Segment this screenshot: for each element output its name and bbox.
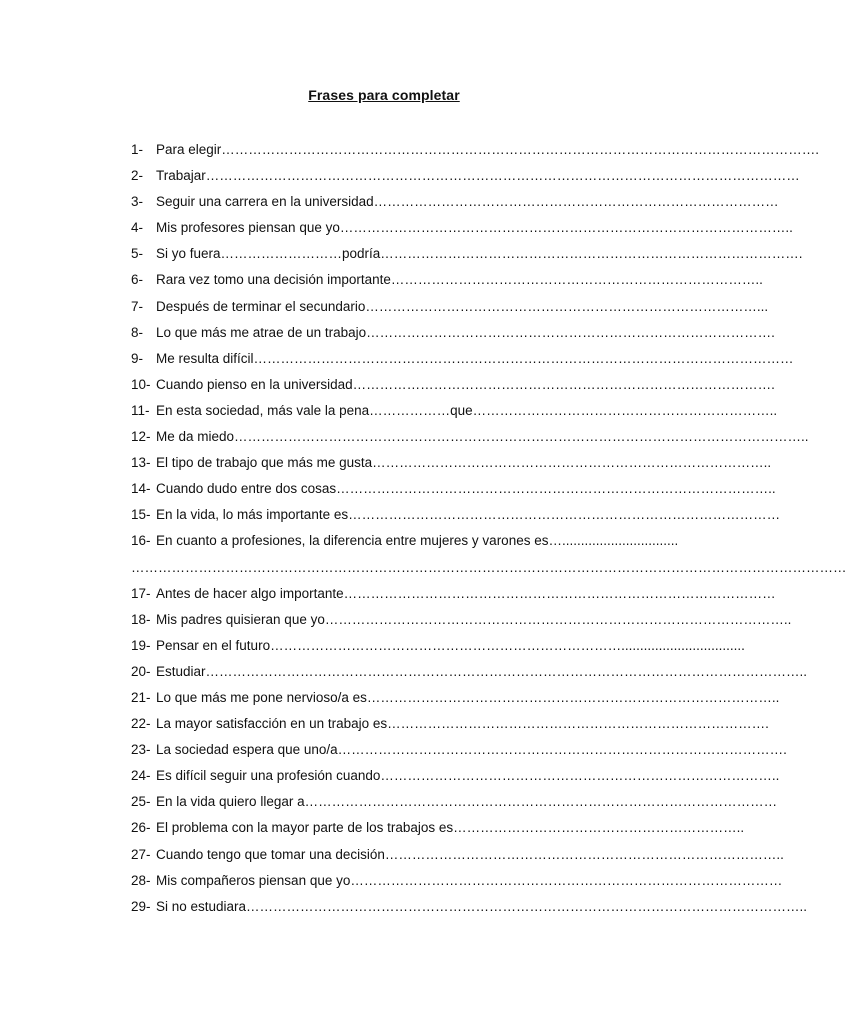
item-number: 2- [131,168,144,184]
item-number: 7- [131,298,144,314]
list-item [131,714,769,740]
item-number: 20- [131,663,151,679]
sentence-list [131,140,847,923]
item-number: 4- [131,220,144,236]
item-number: 8- [131,324,144,340]
item-number: 26- [131,820,151,836]
item-number: 28- [131,872,151,888]
item-text: En cuanto a profesiones, la diferencia entre mujeres y varones es…............................... [156,533,679,549]
item-text: Me da miedo……………………………………………………………………………………………………………….. [156,429,809,445]
item-text: En la vida quiero llegar a…………………………………………………………………………………………… [156,794,778,810]
list-item [131,610,792,636]
item-text: Me resulta difícil………………………………………………………………………………………………………… [156,350,794,366]
list-item [131,453,772,479]
item-text: Lo que más me atrae de un trabajo………………………………………………………………………………. [156,324,775,340]
item-number: 11- [131,402,150,418]
item-text: Mis compañeros piensan que yo…………………………………………………………………………………… [156,872,783,888]
list-item [131,740,787,766]
list-item [131,688,780,714]
list-item [131,140,820,166]
list-item [131,662,808,688]
item-number: 19- [131,637,151,653]
item-number: 12- [131,429,151,445]
item-text: Cuando pienso en la universidad…………………………………………………………………………………. [156,376,775,392]
list-item [131,584,776,610]
list-item [131,297,769,323]
list-item [131,636,745,662]
list-item [131,818,745,844]
item-text: Antes de hacer algo importante…………………………………………………………………………………… [156,585,776,601]
item-number: 21- [131,689,151,705]
item-text: Mis profesores piensan que yo……………………………………………………………………………………….. [156,220,793,236]
item-number: 18- [131,611,151,627]
list-item [131,792,778,818]
item-text: El tipo de trabajo que más me gusta…………………………………………………………………………….. [156,455,772,471]
list-item [131,323,775,349]
item-text: Lo que más me pone nervioso/a es……………………………………………………………………………….. [156,689,780,705]
item-number: 10- [131,376,151,392]
item-number: 5- [131,246,144,262]
item-number: 13- [131,455,151,471]
list-item [131,218,793,244]
item-number: 6- [131,272,144,288]
item-text: Si yo fuera………………………podría…………………………………………………………………………………. [156,246,803,262]
list-item [131,897,808,923]
item-text: El problema con la mayor parte de los trabajos es……………………………………………………….. [156,820,745,836]
item-text: En la vida, lo más importante es…………………………………………………………………………………… [156,507,781,523]
item-number: 22- [131,716,151,732]
list-item [131,505,781,531]
item-text: Si no estudiara…………………………………………………………………………………………………………….. [156,898,808,914]
item-text: La sociedad espera que uno/a………………………………………………………………………………………. [156,742,787,758]
item-text: Cuando dudo entre dos cosas…………………………………………………………………………………….. [156,481,776,497]
item-number: 27- [131,846,151,862]
item-number: 23- [131,742,151,758]
item-number: 15- [131,507,151,523]
item-text: La mayor satisfacción en un trabajo es…………………………………………………………………………. [156,716,769,732]
list-item [131,479,776,505]
list-item [131,401,778,427]
item-number: 9- [131,350,144,366]
list-item [131,427,809,453]
item-number: 3- [131,194,144,210]
item-number: 24- [131,768,151,784]
item-number: 25- [131,794,151,810]
item-number: 1- [131,142,144,157]
item-number: 17- [131,585,151,601]
list-item [131,845,784,871]
list-item [131,531,711,557]
item-number: 29- [131,898,151,914]
item-number: 14- [131,481,151,497]
document-title: Frases para completar [308,87,460,103]
list-item [131,871,783,897]
item-text: …………………………………………………………………………………………………………………………………………… [131,559,847,575]
item-text: Cuando tengo que tomar una decisión…………………………………………………………………………….. [156,846,784,862]
item-number: 16- [131,533,151,549]
item-text: Para elegir……………………………………………………………………………………………………………………. [156,142,820,157]
item-text: Es difícil seguir una profesión cuando…………………………………………………………………………….. [156,768,780,784]
item-text: Estudiar…………………………………………………………………………………………………………………….. [156,663,808,679]
list-item [131,244,803,270]
list-item [131,270,763,296]
item-text: Después de terminar el secundario……………………………………………………………………………... [156,298,769,314]
list-item-continuation [131,558,847,584]
list-item [131,766,780,792]
list-item [131,192,779,218]
item-text: Pensar en el futuro……………………………………………………………………................................. [156,637,745,653]
item-text: Rara vez tomo una decisión importante……………………………………………………………………….. [156,272,763,288]
list-item [131,349,794,375]
list-item [131,166,800,192]
item-text: En esta sociedad, más vale la pena………………que………………………………………………………….. [156,402,778,418]
item-text: Trabajar…………………………………………………………………………………………………………………… [156,168,800,184]
item-text: Mis padres quisieran que yo………………………………………………………………………………………….. [156,611,792,627]
item-text: Seguir una carrera en la universidad……………………………………………………………………………… [156,194,779,210]
list-item [131,375,775,401]
